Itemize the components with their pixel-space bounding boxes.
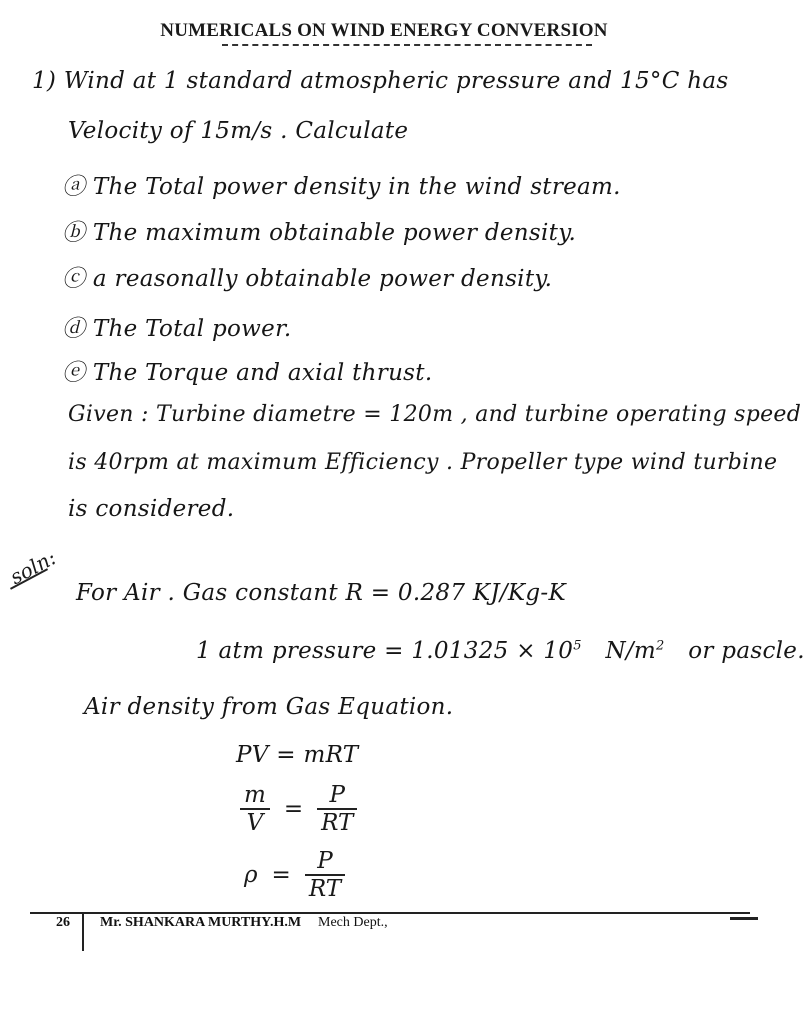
- pressure-exponent: 5: [573, 638, 582, 654]
- problem-line-2: Velocity of 15m/s . Calculate: [68, 118, 409, 144]
- page-number: 26: [56, 915, 70, 930]
- mass-volume-equation: $\frac{m}{V}$ = $\frac{P}{RT}$: [240, 782, 357, 836]
- solution-tag: soln:: [6, 545, 60, 590]
- given-line-2: is 40rpm at maximum Efficiency . Propeller type wind turbine: [68, 450, 778, 475]
- page-title: NUMERICALS ON WIND ENERGY CONVERSION: [160, 20, 608, 41]
- question-c: ⓒ a reasonally obtainable power density.: [62, 266, 553, 292]
- footer-author: Mr. SHANKARA MURTHY.H.M: [100, 915, 302, 930]
- question-a: ⓐ The Total power density in the wind stream.: [62, 174, 621, 200]
- question-d: ⓓ The Total power.: [62, 316, 292, 342]
- question-b: ⓑ The maximum obtainable power density.: [62, 220, 577, 246]
- footer-divider: [82, 913, 84, 951]
- gas-constant-line: For Air . Gas constant R = 0.287 KJ/Kg-K: [76, 580, 566, 606]
- density-equation: ρ = $\frac{P}{RT}$: [244, 848, 345, 902]
- pressure-unit: $N/m^2$: [605, 638, 665, 664]
- given-line-3: is considered.: [68, 496, 235, 522]
- footer-rule: [30, 912, 750, 914]
- footer-department: Mech Dept.,: [318, 915, 388, 930]
- rhs-fraction: $\frac{P}{RT}$: [317, 782, 357, 836]
- footer-dash: [730, 917, 758, 920]
- problem-line-1: 1) Wind at 1 standard atmospheric pressure and 15°C has: [32, 68, 729, 94]
- title-underline: [222, 44, 592, 46]
- density-line: Air density from Gas Equation.: [84, 694, 454, 720]
- question-e: ⓔ The Torque and axial thrust.: [62, 360, 433, 386]
- pressure-line: [196, 638, 805, 664]
- given-line-1: Given : Turbine diametre = 120m , and turbine operating speed: [68, 402, 802, 427]
- pressure-value: 1 atm pressure = 1.01325 × 10: [196, 638, 574, 664]
- gas-equation: PV = mRT: [236, 742, 359, 768]
- lhs-fraction: $\frac{m}{V}$: [240, 782, 270, 836]
- density-fraction: $\frac{P}{RT}$: [305, 848, 345, 902]
- pressure-suffix: or pascle.: [688, 638, 805, 664]
